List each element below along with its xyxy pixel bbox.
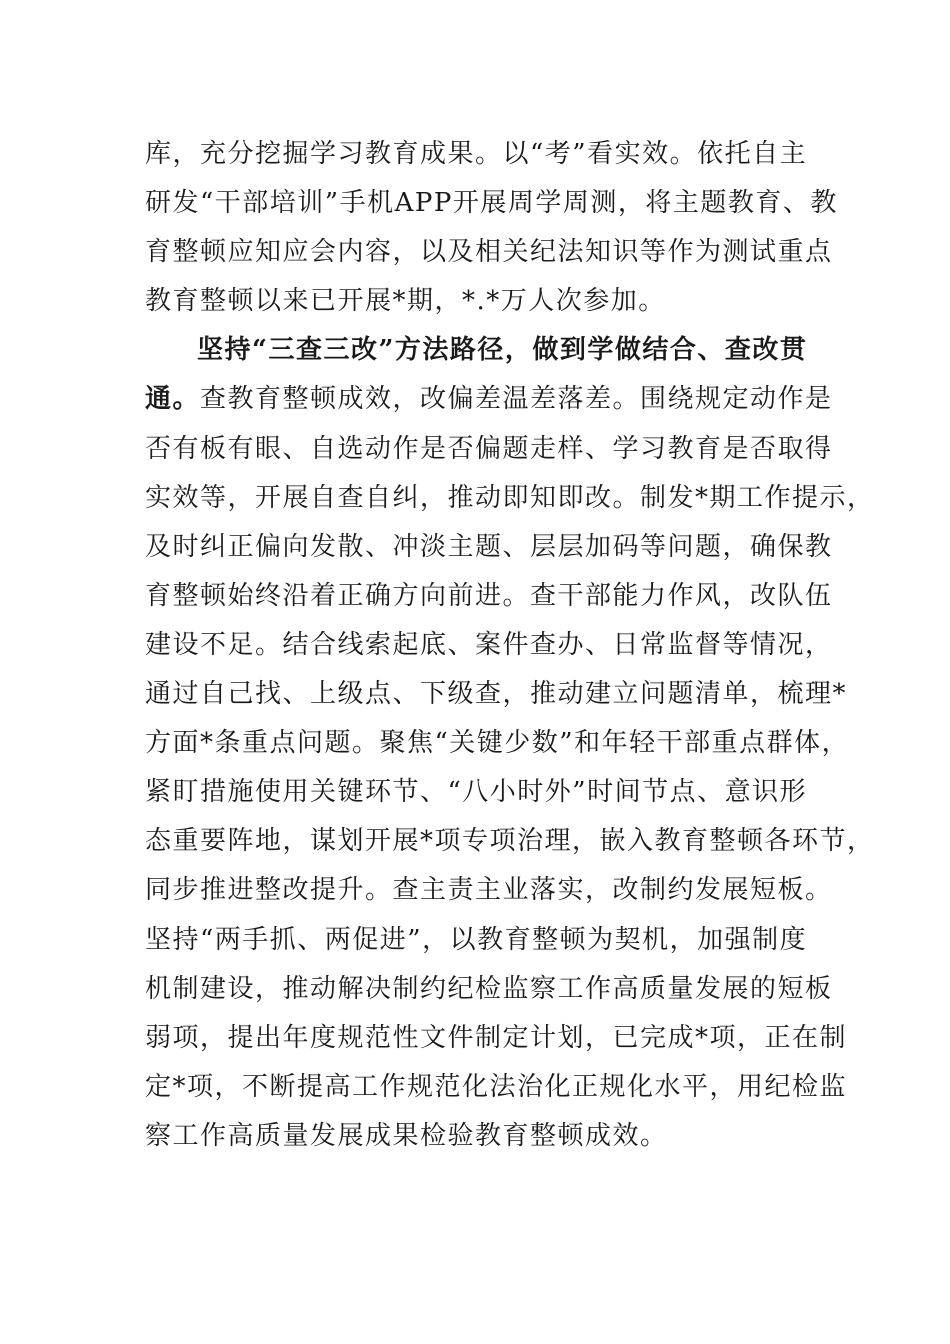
text-line: 教育整顿以来已开展*期，*.*万人次参加。 <box>145 286 666 317</box>
text-line: 库，充分挖掘学习教育成果。以“考”看实效。依托自主 <box>145 139 808 169</box>
paragraph-2 <box>145 326 875 1161</box>
paragraph-heading-end: 通。 <box>145 384 201 415</box>
text-line: 定*项，不断提高工作规范化法治化正规化水平，用纪检监 <box>145 1071 848 1102</box>
text-line: 方面*条重点问题。聚焦“关键少数”和年轻干部重点群体， <box>145 728 850 759</box>
text-line: 育整顿始终沿着正确方向前进。查干部能力作风，改队伍 <box>145 580 833 611</box>
text-line: 育整顿应知应会内容，以及相关纪法知识等作为测试重点 <box>145 237 833 268</box>
text-line: 及时纠正偏向发散、冲淡主题、层层加码等问题，确保教 <box>145 531 833 562</box>
text-line: 弱项，提出年度规范性文件制定计划，已完成*项，正在制 <box>145 1022 848 1053</box>
text-line: 察工作高质量发展成果检验教育整顿成效。 <box>145 1120 668 1151</box>
text-line <box>145 375 833 424</box>
paragraph-1 <box>145 130 838 326</box>
text-line: 通过自己找、上级点、下级查，推动建立问题清单，梳理* <box>145 679 848 710</box>
text-line: 实效等，开展自查自纠，推动即知即改。制发*期工作提示， <box>145 482 875 513</box>
text-line: 紧盯措施使用关键环节、“八小时外”时间节点、意识形 <box>145 777 808 808</box>
paragraph-heading: 坚持“三查三改”方法路径，做到学做结合、查改贯 <box>197 335 808 366</box>
document-body <box>145 130 875 1161</box>
text-line: 建设不足。结合线索起底、案件查办、日常监督等情况， <box>145 629 833 660</box>
text-line: 态重要阵地，谋划开展*项专项治理，嵌入教育整顿各环节， <box>145 826 875 857</box>
text-line: 否有板有眼、自选动作是否偏题走样、学习教育是否取得 <box>145 433 833 464</box>
text-line: 坚持“两手抓、两促进”，以教育整顿为契机，加强制度 <box>145 924 808 955</box>
text-line: 研发“干部培训”手机APP开展周学周测，将主题教育、教 <box>145 188 838 219</box>
text-span: 查教育整顿成效，改偏差温差落差。围绕规定动作是 <box>200 384 833 415</box>
text-line: 机制建设，推动解决制约纪检监察工作高质量发展的短板 <box>145 973 833 1004</box>
text-line: 同步推进整改提升。查主责主业落实，改制约发展短板。 <box>145 875 833 906</box>
